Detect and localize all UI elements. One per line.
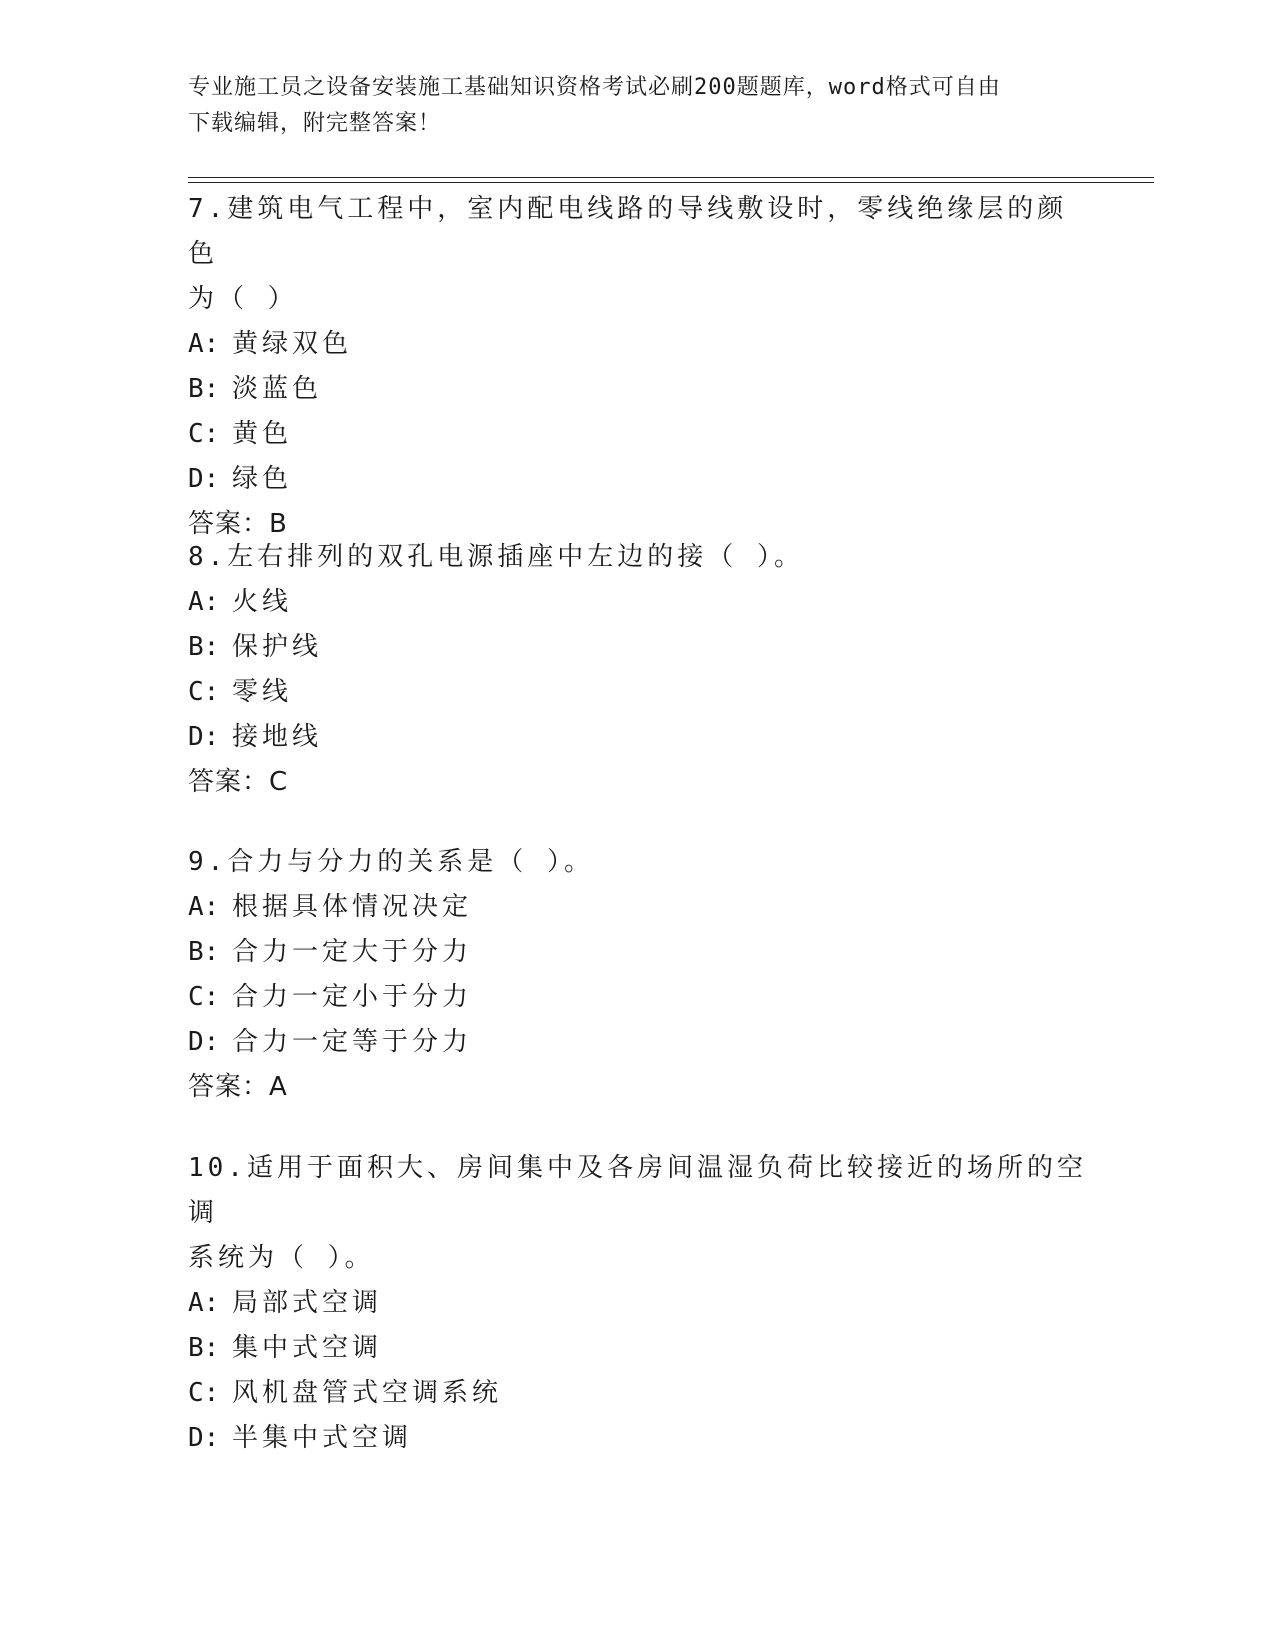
question-stem-line: 系统为（ ）。 [188,1243,375,1273]
question-stem-line: 8.左右排列的双孔电源插座中左边的接（ ）。 [188,542,804,572]
question-7 [188,187,1088,547]
option-label: D: [188,464,220,494]
option-d [188,457,1088,502]
question-stem [188,535,1088,580]
option-text: 黄色 [232,419,293,449]
option-text: 零线 [232,677,293,707]
option-text: 合力一定等于分力 [232,1027,473,1057]
option-c [188,412,1088,457]
option-label: C: [188,1378,220,1408]
question-stem [188,1146,1088,1281]
option-a [188,580,1088,625]
option-label: A: [188,1288,220,1318]
option-label: B: [188,632,220,662]
question-stem [188,187,1088,322]
question-stem-line: 7.建筑电气工程中，室内配电线路的导线敷设时，零线绝缘层的颜色 [188,194,1068,269]
option-a [188,1281,1088,1326]
question-stem [188,840,1088,885]
header-line-2: 下载编辑，附完整答案！ [188,111,442,136]
option-b [188,625,1088,670]
document-header [188,70,1088,142]
option-d [188,1416,1088,1461]
header-divider-top [188,177,1154,178]
header-divider-bottom [188,182,1154,183]
option-c [188,975,1088,1020]
option-label: D: [188,722,220,752]
option-text: 风机盘管式空调系统 [232,1378,503,1408]
option-a [188,885,1088,930]
option-a [188,322,1088,367]
option-label: A: [188,587,220,617]
option-c [188,670,1088,715]
option-text: 保护线 [232,632,323,662]
option-label: B: [188,374,220,404]
option-label: C: [188,419,220,449]
option-b [188,367,1088,412]
answer-line: 答案：A [188,1072,288,1102]
question-stem-line: 9.合力与分力的关系是（ ）。 [188,847,594,877]
option-label: B: [188,1333,220,1363]
option-text: 绿色 [232,464,293,494]
option-label: C: [188,982,220,1012]
question-10 [188,1146,1088,1461]
option-b [188,930,1088,975]
option-text: 半集中式空调 [232,1423,413,1453]
option-d [188,715,1088,760]
option-b [188,1326,1088,1371]
option-text: 合力一定大于分力 [232,937,473,967]
option-d [188,1020,1088,1065]
option-label: B: [188,937,220,967]
option-label: C: [188,677,220,707]
option-text: 合力一定小于分力 [232,982,473,1012]
option-label: A: [188,892,220,922]
answer-line: 答案：C [188,767,289,797]
option-text: 局部式空调 [232,1288,383,1318]
option-c [188,1371,1088,1416]
question-8 [188,535,1088,805]
option-text: 淡蓝色 [232,374,323,404]
option-text: 火线 [232,587,293,617]
question-stem-line: 10.适用于面积大、房间集中及各房间温湿负荷比较接近的场所的空调 [188,1153,1087,1228]
question-9 [188,840,1088,1110]
question-stem-line: 为（ ） [188,284,298,314]
option-text: 集中式空调 [232,1333,383,1363]
option-label: A: [188,329,220,359]
answer-line: 答案：B [188,509,288,539]
option-text: 根据具体情况决定 [232,892,473,922]
option-text: 接地线 [232,722,323,752]
header-line-1: 专业施工员之设备安装施工基础知识资格考试必刷200题题库，word格式可自由 [188,75,1001,100]
option-text: 黄绿双色 [232,329,353,359]
option-label: D: [188,1027,220,1057]
option-label: D: [188,1423,220,1453]
